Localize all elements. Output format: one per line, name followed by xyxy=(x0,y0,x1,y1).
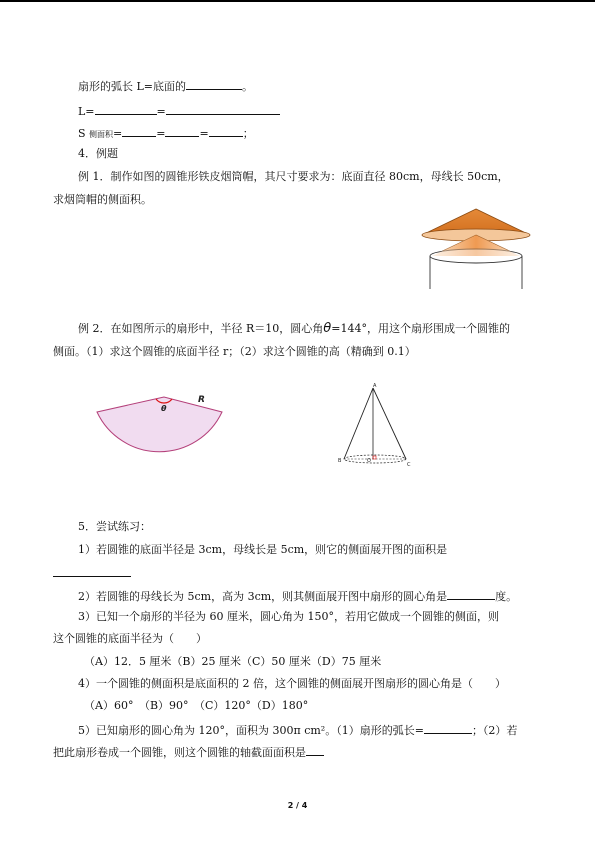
practice-4: 4）一个圆锥的侧面积是底面积的 2 倍，这个圆锥的侧面展开图扇形的圆心角是（ ） xyxy=(78,677,506,690)
practice-5-line-1 xyxy=(78,722,517,738)
example-2-text-b: =144°，用这个扇形围成一个圆锥的 xyxy=(331,322,510,335)
answer-blank xyxy=(166,103,280,115)
cone-point-c: C xyxy=(407,462,411,468)
theta-symbol: θ xyxy=(323,321,332,336)
period: 。 xyxy=(242,80,254,93)
answer-blank xyxy=(122,125,156,137)
text-line-S xyxy=(78,125,254,142)
example-2-line-1 xyxy=(78,322,510,336)
practice-1: 1）若圆锥的底面半径是 3cm，母线长是 5cm，则它的侧面展开图的面积是 xyxy=(78,543,448,556)
S-subscript: 侧面积 xyxy=(89,130,114,139)
sector-theta-label: θ xyxy=(161,404,167,413)
practice-3-line-1: 3）已知一个扇形的半径为 60 厘米，圆心角为 150°，若用它做成一个圆锥的侧面，则 xyxy=(78,610,499,623)
text-line-L xyxy=(78,103,280,119)
cone-vertex-a: A xyxy=(373,383,377,389)
example-1-line-2: 求烟筒帽的侧面积。 xyxy=(53,193,152,206)
answer-blank xyxy=(209,125,243,137)
cone-center-o: O xyxy=(367,458,371,464)
practice-2-text: 2）若圆锥的母线长为 5cm，高为 3cm，则其侧面展开图中扇形的圆心角是 xyxy=(78,590,448,603)
sector-figure xyxy=(94,388,224,466)
equals: = xyxy=(156,127,166,140)
answer-blank xyxy=(186,78,242,90)
sector-shape xyxy=(97,397,222,452)
answer-blank xyxy=(306,744,324,756)
S-label: S xyxy=(78,127,90,140)
cone-right-slant xyxy=(373,388,406,459)
semicolon: ； xyxy=(242,127,254,140)
practice-2-unit: 度。 xyxy=(495,590,518,603)
page-number: 2 / 4 xyxy=(287,801,308,810)
section-heading-examples: 4．例题 xyxy=(78,147,118,160)
answer-blank xyxy=(424,722,472,734)
header-rule xyxy=(0,0,595,2)
example-2-line-2: 侧面。（1）求这个圆锥的底面半径 r；（2）求这个圆锥的高（精确到 0.1） xyxy=(53,345,416,358)
answer-blank xyxy=(53,565,131,577)
arc-length-text: 扇形的弧长 L=底面的 xyxy=(78,80,187,93)
section-heading-practice: 5．尝试练习： xyxy=(78,520,151,533)
practice-3-line-2: 这个圆锥的底面半径为（ ） xyxy=(53,632,207,645)
practice-4-options: （A）60° （B）90° （C）120°（D）180° xyxy=(84,699,309,712)
right-angle-mark xyxy=(373,456,376,459)
text-line-arc-length xyxy=(78,78,253,94)
cone-point-b: B xyxy=(338,458,342,464)
cone-left-slant xyxy=(344,388,373,459)
practice-5-line-2 xyxy=(53,744,324,760)
answer-blank xyxy=(95,103,157,115)
answer-blank xyxy=(447,588,495,600)
practice-5-text-b: ；（2）若 xyxy=(471,724,518,737)
practice-3-options: （A）12．5 厘米（B）25 厘米（C）50 厘米（D）75 厘米 xyxy=(84,655,382,668)
answer-blank xyxy=(165,125,199,137)
example-2-text-a: 例 2．在如图所示的扇形中，半径 R＝10，圆心角 xyxy=(78,322,324,335)
equals: = xyxy=(199,127,209,140)
practice-2 xyxy=(78,588,517,604)
equals: = xyxy=(113,127,123,140)
cone-figure xyxy=(336,382,416,472)
practice-5-text-a: 5）已知扇形的圆心角为 120°，面积为 300π cm²。（1）扇形的弧长= xyxy=(78,724,424,737)
sector-radius-label: R xyxy=(198,395,205,405)
chimney-hat-figure xyxy=(418,205,534,291)
example-1-line-1: 例 1．制作如图的圆锥形铁皮烟筒帽，其尺寸要求为：底面直径 80cm，母线长 50cm， xyxy=(78,170,509,183)
practice-1-blank-line xyxy=(53,565,131,581)
L-label: L= xyxy=(78,105,95,118)
equals: = xyxy=(156,105,166,118)
practice-5-text-c: 把此扇形卷成一个圆锥，则这个圆锥的轴截面面积是 xyxy=(53,746,306,759)
